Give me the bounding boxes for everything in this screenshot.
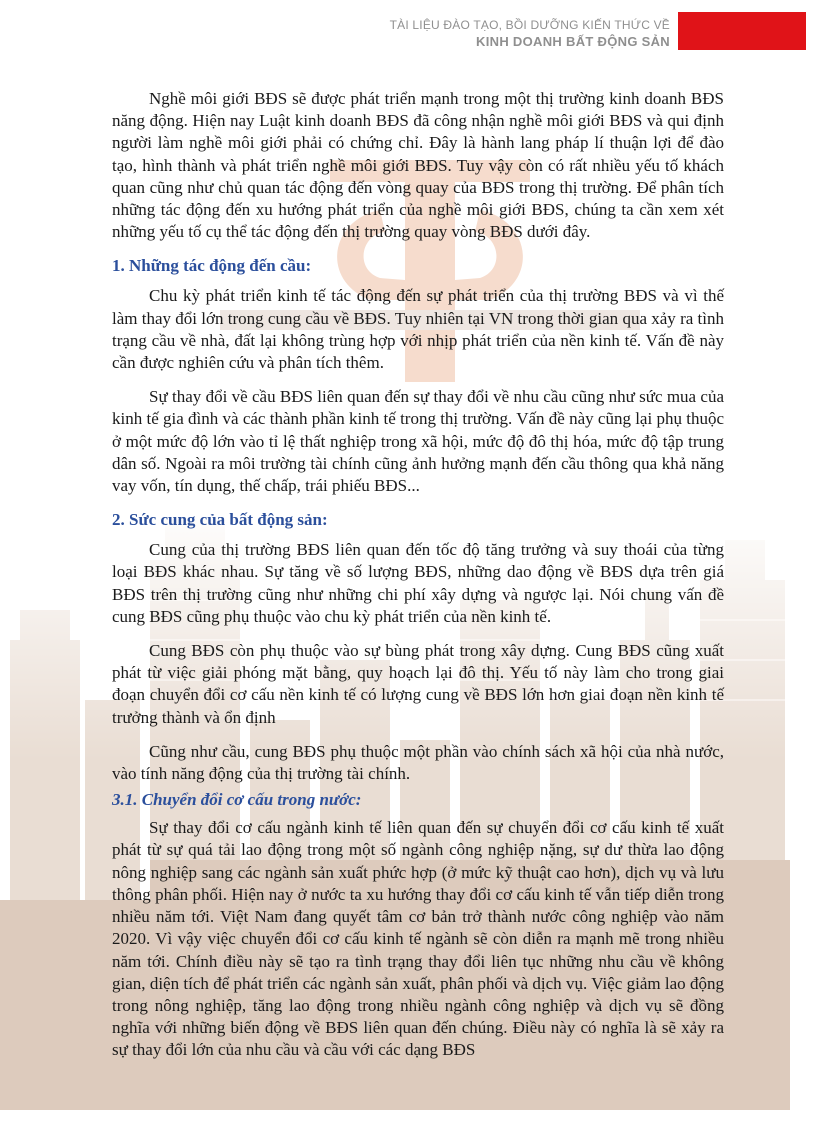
section-2-paragraph: Cung BĐS còn phụ thuộc vào sự bùng phát trong xây dựng. Cung BĐS cũng xuất phát từ việc giải phóng mặt bằng, quy hoạch lại đô thị. Yếu tố này làm cho trong giai đoạn chuyển đổi cơ cấu nền kinh tế có lượng cung về BĐS lớn hơn giai đoạn nền kinh tế trưởng thành và ổn định xyxy=(112,641,724,727)
document-body xyxy=(112,88,724,1074)
header-title: KINH DOANH BẤT ĐỘNG SẢN xyxy=(476,34,670,49)
section-1-paragraph: Sự thay đổi về cầu BĐS liên quan đến sự thay đổi về nhu cầu cũng như sức mua của kinh tế gia đình và các thành phần kinh tế trong thị trường. Vấn đề này cũng lại phụ thuộc ở một mức độ lớn vào tỉ lệ thất nghiệp trong xã hội, mức độ đô thị hóa, mức độ tập trung dân số. Ngoài ra môi trường tài chính cũng ảnh hưởng mạnh đến cầu thông qua khả năng vay vốn, tín dụng, thế chấp, trái phiếu BĐS... xyxy=(112,387,724,496)
section-2-heading: 2. Sức cung của bất động sản: xyxy=(112,510,328,530)
header-subtitle: TÀI LIỆU ĐÀO TẠO, BỒI DƯỠNG KIẾN THỨC VỀ xyxy=(389,18,670,32)
section-2-paragraph: Cũng như cầu, cung BĐS phụ thuộc một phần vào chính sách xã hội của nhà nước, vào tính năng động của thị trường tài chính. xyxy=(112,741,724,784)
section-3-1-heading: 3.1. Chuyển đổi cơ cấu trong nước: xyxy=(112,790,362,810)
page-header xyxy=(390,18,670,50)
section-1-heading: 1. Những tác động đến cầu: xyxy=(112,256,312,276)
section-2-paragraph: Cung của thị trường BĐS liên quan đến tốc độ tăng trưởng và suy thoái của từng loại BĐS khác nhau. Sự tăng về số lượng BĐS, những dao động về BĐS dựa trên giá BĐS trên thị trường cũng như những chi phí xây dựng và ngược lại. Nói chung vấn đề cung BĐS cũng phụ thuộc vào chu kỳ phát triển của nền kinh tế. xyxy=(112,540,724,626)
header-red-block xyxy=(678,12,806,50)
intro-paragraph: Nghề môi giới BĐS sẽ được phát triển mạnh trong một thị trường kinh doanh BĐS năng động. Hiện nay Luật kinh doanh BĐS đã công nhận nghề môi giới BĐS và qui định người làm nghề môi giới phải có chứng chỉ. Đây là hành lang pháp lí thuận lợi để đào tạo, hình thành và phát triển nghề môi giới BĐS. Tuy vậy còn có rất nhiều yếu tố khách quan cũng như chủ quan tác động đến vòng quay của BĐS trong thị trường. Để phân tích những tác động đến xu hướng phát triển của nghề môi giới BĐS, chúng ta cần xem xét những yếu tố cụ thể tác động đến thị trường quay vòng BĐS dưới đây. xyxy=(112,89,724,242)
section-3-1-paragraph: Sự thay đổi cơ cấu ngành kinh tế liên quan đến sự chuyển đổi cơ cấu kinh tế xuất phát từ sự quá tải lao động trong một số ngành công nghiệp nặng, sự dư thừa lao động nông nghiệp sang các ngành sản xuất phức hợp (ở mức kỹ thuật cao hơn), dịch vụ và lưu thông phân phối. Hiện nay ở nước ta xu hướng thay đổi cơ cấu kinh tế vẫn tiếp diễn trong nhiều năm tới. Việt Nam đang quyết tâm cơ bản trở thành nước công nghiệp vào năm 2020. Vì vậy việc chuyển đổi cơ cấu kinh tế ngành sẽ còn diễn ra mạnh mẽ trong nhiều năm tới. Chính điều này sẽ tạo ra tình trạng thay đổi liên tục những nhu cầu về không gian, diện tích để phát triển các ngành sản xuất, phân phối và dịch vụ. Việc giảm lao động trong nông nghiệp, tăng lao động trong nhiều ngành công nghiệp và dịch vụ sẽ đồng nghĩa với những biến động về BĐS liên quan đến chúng. Điều này có nghĩa là sẽ xảy ra sự thay đổi lớn của nhu cầu và cầu với các dạng BĐS xyxy=(112,818,724,1060)
section-1-paragraph: Chu kỳ phát triển kinh tế tác động đến sự phát triển của thị trường BĐS và vì thế làm thay đổi lớn trong cung cầu về BĐS. Tuy nhiên tại VN trong thời gian qua xảy ra tình trạng cầu về nhà, đất lại không trùng hợp với nhịp phát triển của nền kinh tế. Vấn đề này cần được nghiên cứu và phân tích thêm. xyxy=(112,286,724,373)
